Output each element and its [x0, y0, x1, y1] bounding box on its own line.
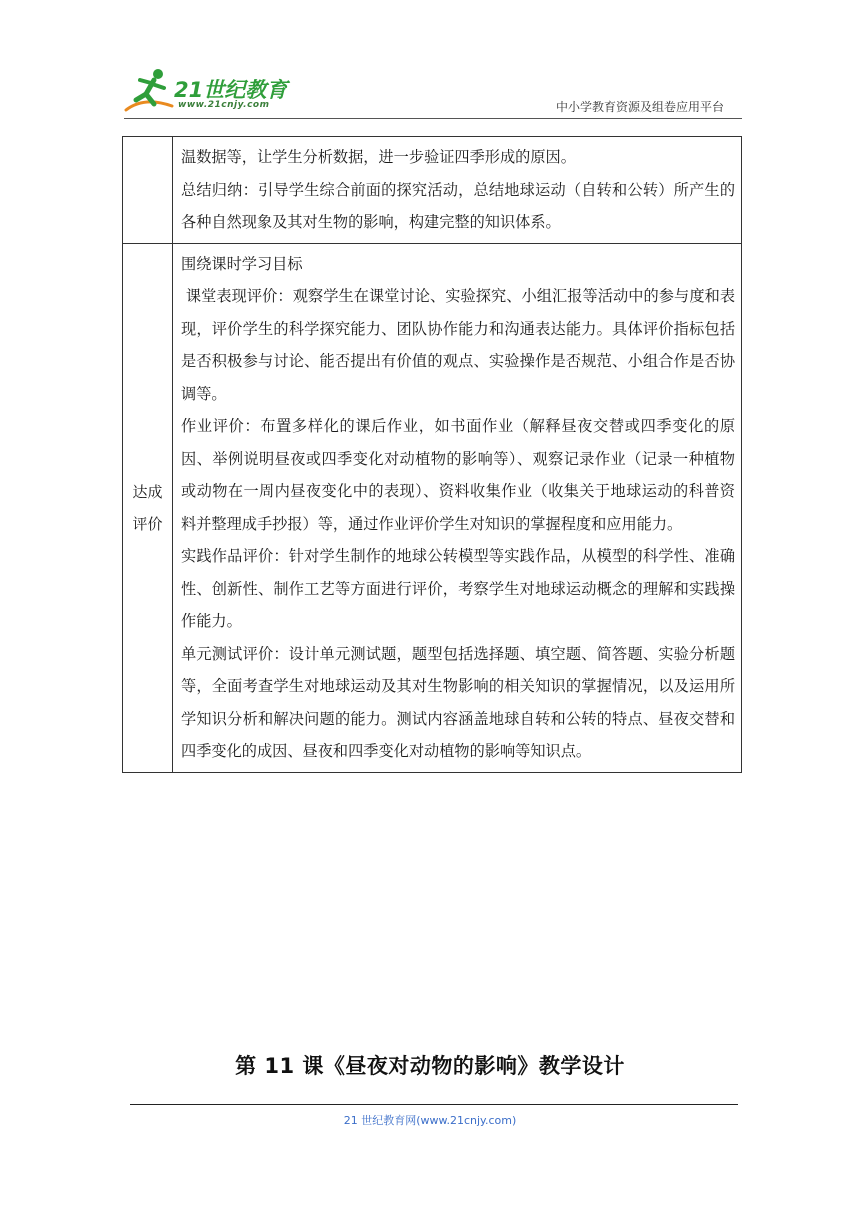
row-content-cell [173, 243, 742, 772]
paragraph: 实践作品评价：针对学生制作的地球公转模型等实践作品，从模型的科学性、准确性、创新性、制作工艺等方面进行评价，考察学生对地球运动概念的理解和实践操作能力。 [181, 547, 735, 630]
lesson-table [122, 136, 742, 773]
paragraph: 作业评价：布置多样化的课后作业，如书面作业（解释昼夜交替或四季变化的原因、举例说明昼夜或四季变化对动植物的影响等）、观察记录作业（记录一种植物或动物在一周内昼夜变化中的表现）、资料收集作业（收集关于地球运动的科普资料并整理成手抄报）等，通过作业评价学生对知识的掌握程度和应用能力。 [181, 417, 735, 533]
paragraph: 围绕课时学习目标 [181, 254, 303, 273]
lesson-title: 第 11 课《昼夜对动物的影响》教学设计 [235, 1054, 625, 1078]
row-content-cell [173, 137, 742, 244]
running-person-icon [124, 66, 176, 116]
row-label-cell [123, 137, 173, 244]
logo [124, 66, 294, 116]
header-divider [124, 118, 742, 119]
footer-divider [130, 1104, 738, 1105]
logo-text: 21世纪教育 [174, 78, 288, 102]
row-label-line: 评价 [132, 514, 163, 533]
paragraph: 单元测试评价：设计单元测试题，题型包括选择题、填空题、简答题、实验分析题等，全面考查学生对地球运动及其对生物影响的相关知识的掌握情况，以及运用所学知识分析和解决问题的能力。测试内容涵盖地球自转和公转的特点、昼夜交替和四季变化的成因、昼夜和四季变化对动植物的影响等知识点。 [181, 644, 735, 760]
page-header [0, 0, 860, 130]
paragraph: 课堂表现评价：观察学生在课堂讨论、实验探究、小组汇报等活动中的参与度和表现，评价学生的科学探究能力、团队协作能力和沟通表达能力。具体评价指标包括是否积极参与讨论、能否提出有价值的观点、实验操作是否规范、小组合作是否协调等。 [181, 287, 736, 403]
footer-text: 21 世纪教育网(www.21cnjy.com) [343, 1114, 517, 1127]
table-row [123, 243, 742, 772]
platform-tagline: 中小学教育资源及组卷应用平台 [555, 100, 724, 114]
paragraph: 总结归纳：引导学生综合前面的探究活动，总结地球运动（自转和公转）所产生的各种自然现象及其对生物的影响，构建完整的知识体系。 [181, 180, 735, 231]
table-row [123, 137, 742, 244]
row-label-cell [123, 243, 173, 772]
row-label-line: 达成 [132, 482, 163, 501]
paragraph: 温数据等，让学生分析数据，进一步验证四季形成的原因。 [181, 148, 576, 166]
logo-url: www.21cnjy.com [178, 100, 270, 110]
